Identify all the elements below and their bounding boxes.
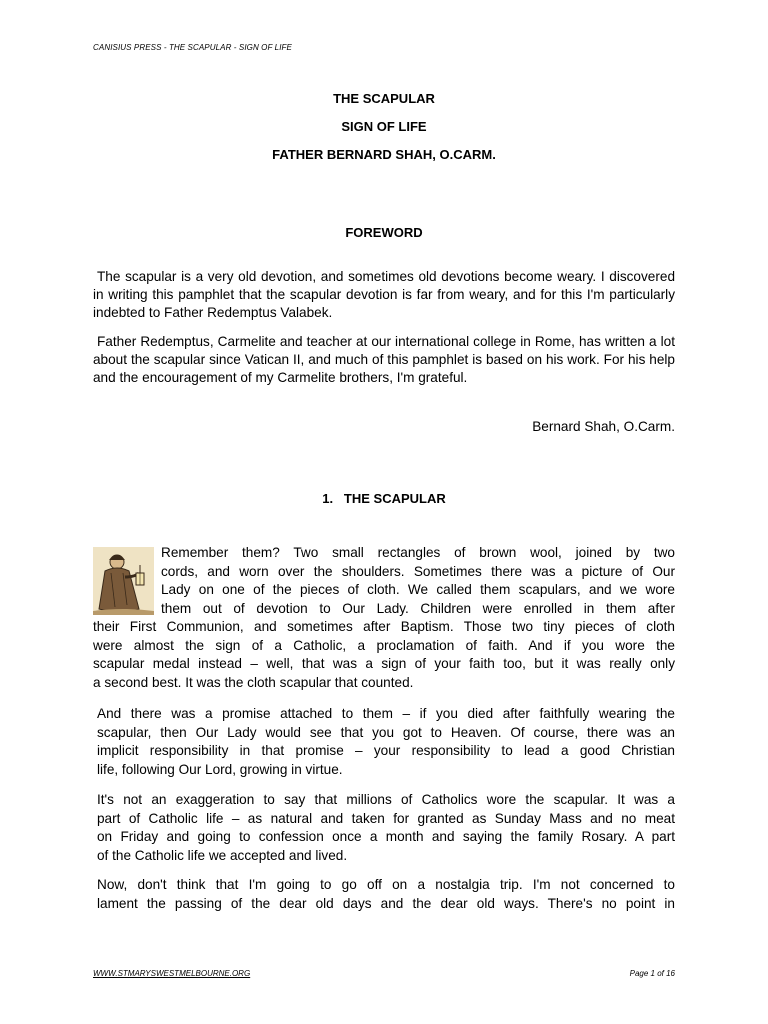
paragraph-line: Remember them? Two small rectangles of brown wool, joined by two xyxy=(161,545,675,560)
paragraph-line: of the Catholic life we accepted and lived. xyxy=(97,847,348,863)
footer-website-link[interactable]: WWW.STMARYSWESTMELBOURNE.ORG xyxy=(93,969,251,978)
paragraph-line: And there was a promise attached to them – if you died after faithfully wearing the xyxy=(97,706,675,721)
paragraph-line: life, following Our Lord, growing in virtue. xyxy=(97,761,343,777)
paragraph-line: on Friday and going to confession once a month and saying the family Rosary. A part xyxy=(97,829,675,844)
foreword-paragraph-2: Father Redemptus, Carmelite and teacher at our international college in Rome, has written a lot about the scapular since Vatican II, and much of this pamphlet is based on his work. For his help and the encouragement of my Carmelite brothers, I'm grateful. xyxy=(93,334,675,385)
paragraph-line: part of Catholic life – as natural and taken for granted as Sunday Mass and no meat xyxy=(97,810,675,826)
foreword-paragraph-1: The scapular is a very old devotion, and sometimes old devotions become weary. I discovered in writing this pamphlet that the scapular devotion is far from weary, and for this I'm particularly indebted to Father Redemptus Valabek. xyxy=(93,269,675,320)
paragraph-line: Lady on one of the pieces of cloth. We called them scapulars, and we wore xyxy=(161,582,675,597)
section-paragraph-2 xyxy=(93,705,675,779)
section-paragraph-4 xyxy=(93,876,675,913)
paragraph-line: were almost the sign of a Catholic, a proclamation of faith. And if you wore the xyxy=(93,637,675,653)
foreword-signature: Bernard Shah, O.Carm. xyxy=(532,419,675,434)
footer-page-number: Page 1 of 16 xyxy=(629,969,675,978)
section-paragraph-1-full xyxy=(93,618,675,692)
paragraph-line: scapular, then Our Lady would see that you got to Heaven. Of course, there was an xyxy=(97,724,675,740)
paragraph-line: scapular medal instead – well, that was a sign of your faith too, but it was really only xyxy=(93,656,675,671)
paragraph-line: cords, and worn over the shoulders. Sometimes there was a picture of Our xyxy=(161,563,675,579)
document-author: FATHER BERNARD SHAH, O.CARM. xyxy=(272,147,496,162)
document-subtitle: SIGN OF LIFE xyxy=(341,119,427,134)
section-title: THE SCAPULAR xyxy=(343,491,446,506)
paragraph-line: them out of devotion to Our Lady. Children were enrolled in them after xyxy=(161,600,675,616)
section-heading xyxy=(93,491,675,506)
paragraph-line: their First Communion, and sometimes after Baptism. Those two tiny pieces of cloth xyxy=(93,619,675,634)
paragraph-line: lament the passing of the dear old days and the dear old ways. There's no point in xyxy=(97,895,675,911)
paragraph-line: It's not an exaggeration to say that millions of Catholics wore the scapular. It was a xyxy=(97,792,675,807)
running-header: CANISIUS PRESS - THE SCAPULAR - SIGN OF LIFE xyxy=(93,43,292,52)
section-paragraph-3 xyxy=(93,791,675,865)
document-title: THE SCAPULAR xyxy=(333,91,435,106)
paragraph-line: implicit responsibility in that promise – your responsibility to lead a good Christian xyxy=(97,743,675,758)
section-paragraph-1-wrapped xyxy=(161,544,675,618)
monk-with-lantern-icon xyxy=(93,547,154,615)
section-number: 1. xyxy=(322,491,334,506)
paragraph-line: a second best. It was the cloth scapular that counted. xyxy=(93,674,414,690)
paragraph-line: Now, don't think that I'm going to go off on a nostalgia trip. I'm not concerned to xyxy=(97,877,675,892)
foreword-heading: FOREWORD xyxy=(345,225,423,240)
monk-illustration xyxy=(93,547,154,615)
